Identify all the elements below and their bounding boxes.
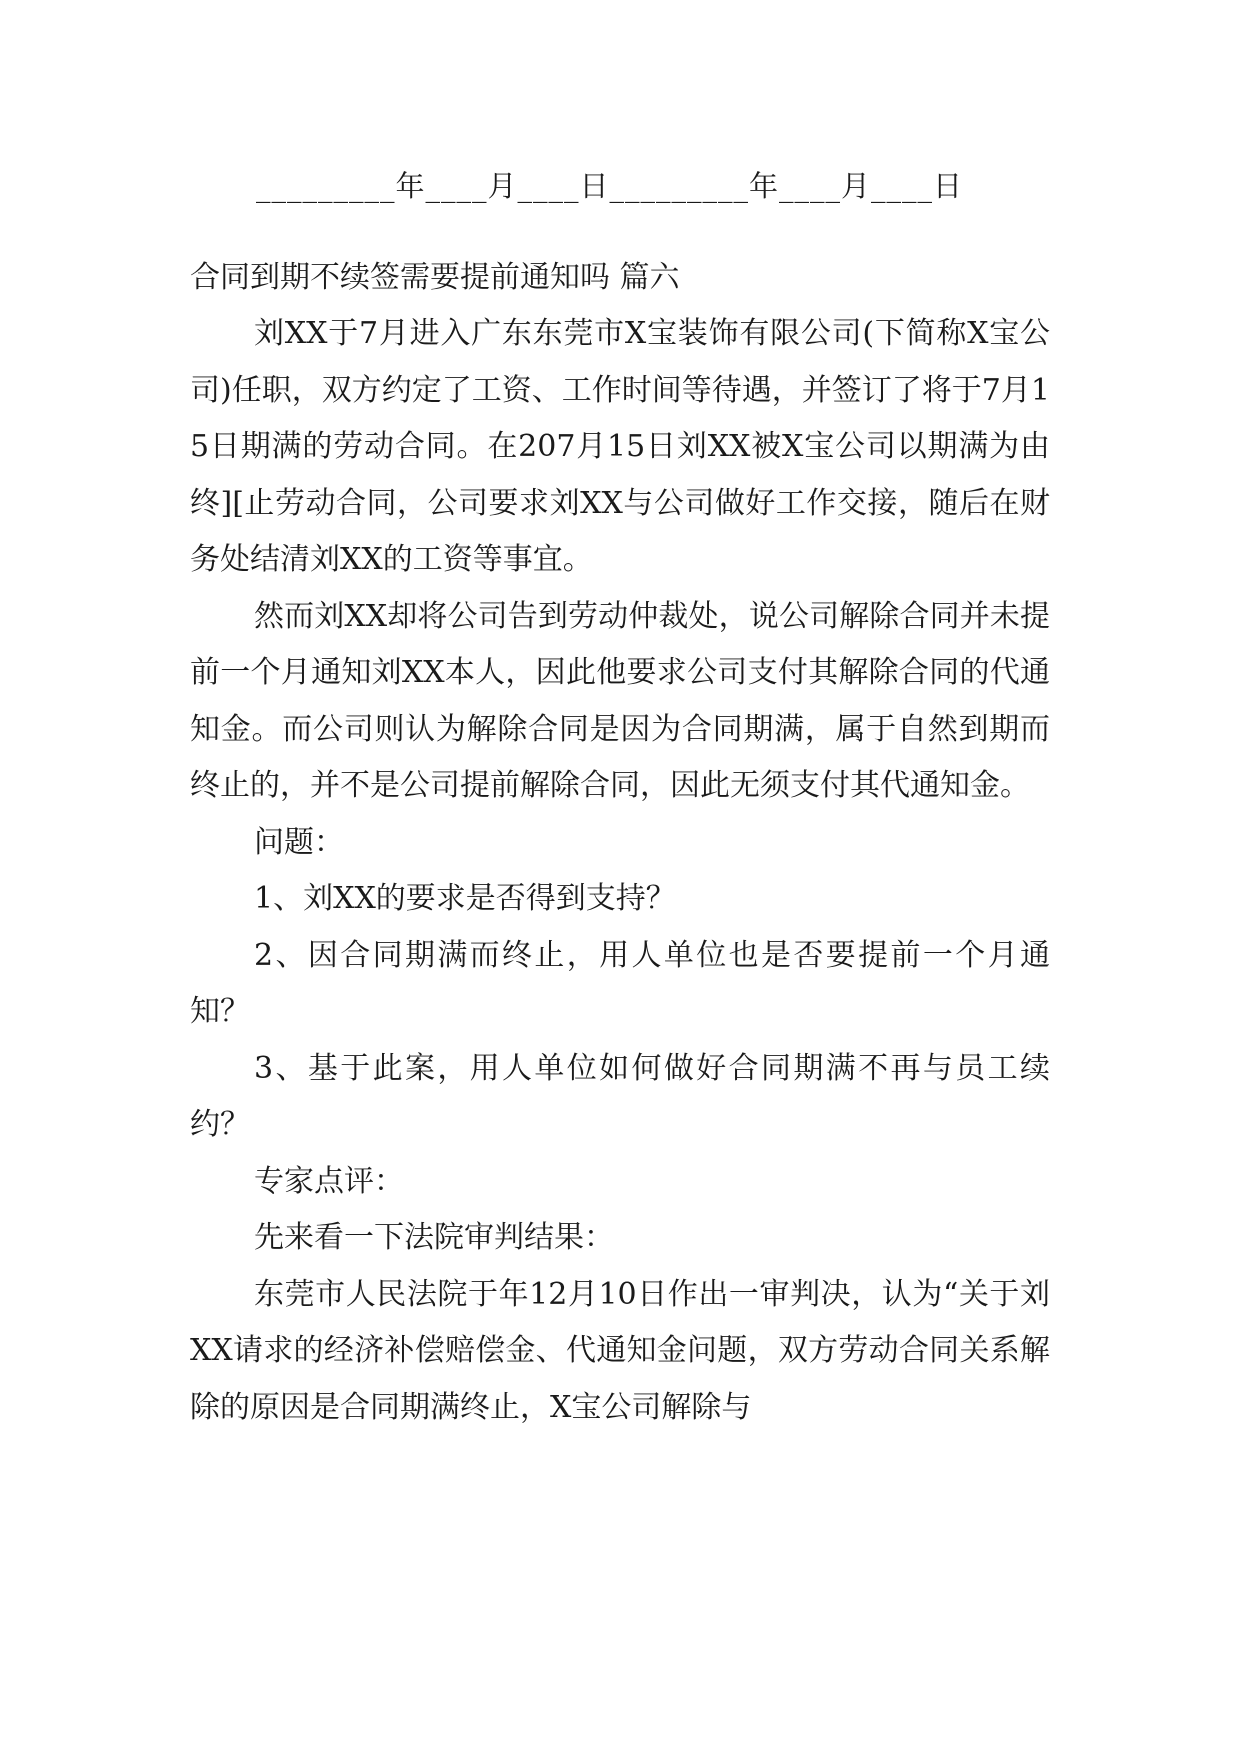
signature-date-line: _________年____月____日_________年____月____日 bbox=[256, 169, 964, 203]
paragraph-court-judgment: 东莞市人民法院于年12月10日作出一审判决，认为“关于刘XX请求的经济补偿赔偿金、代通知金问题，双方劳动合同关系解除的原因是合同期满终止，X宝公司解除与 bbox=[190, 1276, 1050, 1425]
paragraph-question-3: 3、基于此案，用人单位如何做好合同期满不再与员工续约？ bbox=[190, 1050, 1050, 1142]
section-heading: 合同到期不续签需要提前通知吗 篇六 bbox=[190, 260, 680, 295]
paragraph-expert-comment-label: 专家点评： bbox=[254, 1163, 404, 1199]
paragraph-question-1: 1、刘XX的要求是否得到支持？ bbox=[254, 881, 676, 916]
paragraph-questions-label: 问题： bbox=[254, 824, 344, 860]
paragraph-dispute: 然而刘XX却将公司告到劳动仲裁处，说公司解除合同并未提前一个月通知刘XX本人，因此他要求公司支付其解除合同的代通知金。而公司则认为解除合同是因为合同期满，属于自然到期而终止的，并不是公司提前解除合同，因此无须支付其代通知金。 bbox=[190, 598, 1050, 803]
paragraph-case-background: 刘XX于7月进入广东东莞市X宝装饰有限公司(下简称X宝公司)任职，双方约定了工资、工作时间等待遇，并签订了将于7月15日期满的劳动合同。在207月15日刘XX被X宝公司以期满为由终][止劳动合同，公司要求刘XX与公司做好工作交接，随后在财务处结清刘XX的工资等事宜。 bbox=[190, 316, 1050, 577]
document-body bbox=[190, 250, 1050, 1436]
paragraph-court-result-intro: 先来看一下法院审判结果： bbox=[254, 1220, 614, 1255]
paragraph-question-2: 2、因合同期满而终止，用人单位也是否要提前一个月通知？ bbox=[190, 937, 1050, 1029]
